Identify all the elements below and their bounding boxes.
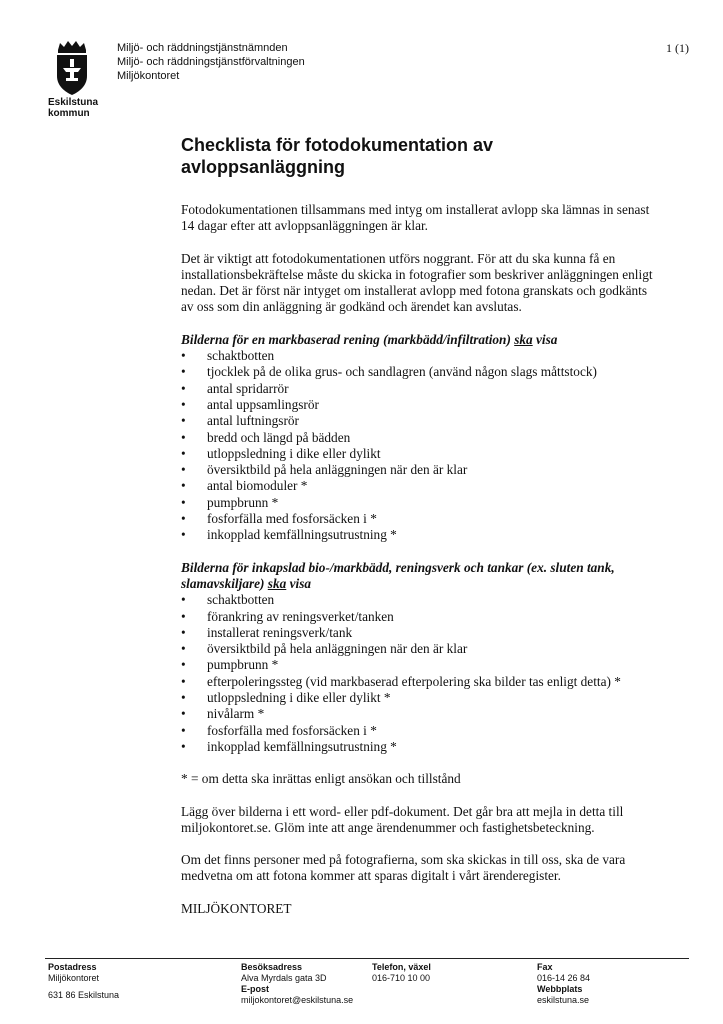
- heading-text: visa: [532, 331, 558, 347]
- list-item-text: antal spridarrör: [207, 380, 289, 396]
- list-item: [181, 739, 661, 755]
- footer-visiting-address: [241, 962, 353, 1006]
- list-item-text: fosforfälla med fosforsäcken i *: [207, 722, 377, 738]
- privacy-notice: Om det finns personer med på fotografierna, som ska skickas in till oss, ska de vara medvetna om att fotona kommer att sparas digitalt i vårt ärenderegister.: [181, 852, 626, 884]
- bullet-icon: •: [181, 527, 186, 543]
- footer-website: eskilstuna.se: [537, 995, 590, 1005]
- list-item-text: antal luftningsrör: [207, 413, 299, 429]
- document-title: Checklista för fotodokumentation av avloppsanläggning: [181, 135, 494, 177]
- footer-phone: [372, 962, 431, 984]
- footer-label: Telefon, växel: [372, 962, 431, 972]
- list-item: [181, 657, 661, 673]
- list-item-text: tjocklek på de olika grus- och sandlagren (använd någon slags måttstock): [207, 364, 597, 380]
- footer-email: miljokontoret@eskilstuna.se: [241, 995, 354, 1005]
- footer-value: 016-710 10 00: [372, 973, 431, 983]
- bullet-icon: •: [181, 608, 186, 624]
- bullet-icon: •: [181, 592, 186, 608]
- coat-of-arms-icon: [54, 40, 90, 96]
- list-item-text: översiktbild på hela anläggningen när den är klar: [207, 462, 468, 478]
- document-body: [181, 134, 661, 933]
- list-item: [181, 706, 661, 722]
- list-item-text: utloppsledning i dike eller dylikt *: [207, 690, 391, 706]
- bullet-icon: •: [181, 380, 186, 396]
- list-item-text: förankring av reningsverket/tanken: [207, 608, 394, 624]
- footer-label: Postadress: [48, 962, 97, 972]
- list-item: [181, 511, 661, 527]
- checklist-enclosed-treatment: [181, 592, 661, 755]
- footer-label: Fax: [537, 962, 553, 972]
- list-item: [181, 495, 661, 511]
- list-item-text: inkopplad kemfällningsutrustning *: [207, 527, 397, 543]
- section-heading-soil-treatment: [181, 332, 661, 348]
- list-item-text: bredd och längd på bädden: [207, 429, 351, 445]
- footnote: * = om detta ska inrättas enligt ansökan och tillstånd: [181, 771, 461, 787]
- list-item: [181, 592, 661, 608]
- list-item: [181, 690, 661, 706]
- footer-value: Miljökontoret: [48, 973, 100, 983]
- list-item: [181, 641, 661, 657]
- heading-emphasis: ska: [514, 331, 533, 347]
- bullet-icon: •: [181, 364, 186, 380]
- list-item-text: pumpbrunn *: [207, 494, 279, 510]
- list-item: [181, 413, 661, 429]
- list-item: [181, 348, 661, 364]
- list-item-text: översiktbild på hela anläggningen när den är klar: [207, 641, 468, 657]
- list-item: [181, 462, 661, 478]
- list-item: [181, 674, 661, 690]
- submission-instructions: Lägg över bilderna i ett word- eller pdf-dokument. Det går bra att mejla in detta till miljokontoret.se. Glöm inte att ange ärendenummer och fastighetsbeteckning.: [181, 803, 624, 835]
- bullet-icon: •: [181, 429, 186, 445]
- intro-paragraph-deadline: Fotodokumentationen tillsammans med intyg om installerat avlopp ska lämnas in senast 14 dagar efter att avloppsanläggningen är klar.: [181, 202, 650, 234]
- heading-emphasis: ska: [267, 575, 287, 591]
- org-line-board: Miljö- och räddningstjänstnämnden: [117, 42, 288, 54]
- bullet-icon: •: [181, 445, 186, 461]
- bullet-icon: •: [181, 673, 186, 689]
- footer-label: Besöksadress: [241, 962, 303, 972]
- bullet-icon: •: [181, 462, 186, 478]
- list-item-text: antal biomoduler *: [207, 478, 308, 494]
- list-item-text: antal uppsamlingsrör: [207, 396, 319, 412]
- list-item: [181, 478, 661, 494]
- list-item-text: schaktbotten: [207, 348, 275, 364]
- bullet-icon: •: [181, 396, 186, 412]
- intro-paragraph-importance: Det är viktigt att fotodokumentationen utförs noggrant. För att du ska kunna få en installationsbekräftelse måste du skicka in fotografier som beskriver anläggningen enligt nedan. Det är först när intyget om installerat avlopp med fotona granskats och godkänts av oss som din anläggning är godkänd och ärendet kan avslutas.: [181, 250, 653, 315]
- list-item: [181, 397, 661, 413]
- list-item: [181, 723, 661, 739]
- list-item: [181, 430, 661, 446]
- heading-text: Bilderna för en markbaserad rening (markbädd/infiltration): [181, 331, 515, 347]
- bullet-icon: •: [181, 706, 186, 722]
- list-item-text: pumpbrunn *: [207, 657, 279, 673]
- bullet-icon: •: [181, 657, 186, 673]
- list-item-text: utloppsledning i dike eller dylikt: [207, 445, 381, 461]
- bullet-icon: •: [181, 624, 186, 640]
- logo-text-line: Eskilstuna: [48, 97, 99, 108]
- bullet-icon: •: [181, 478, 186, 494]
- list-item-text: installerat reningsverk/tank: [207, 624, 353, 640]
- footer-label: E-post: [241, 984, 269, 994]
- bullet-icon: •: [181, 494, 186, 510]
- list-item-text: efterpoleringssteg (vid markbaserad efterpolering ska bilder tas enligt detta) *: [207, 673, 621, 689]
- footer-label: Webbplats: [537, 984, 583, 994]
- org-line-office: Miljökontoret: [117, 70, 180, 82]
- section-heading-enclosed-treatment: [181, 560, 661, 593]
- heading-text: visa: [286, 575, 312, 591]
- logo-text-line: kommun: [48, 108, 90, 119]
- bullet-icon: •: [181, 641, 186, 657]
- footer-value: 016-14 26 84: [537, 973, 591, 983]
- list-item: [181, 446, 661, 462]
- footer-value: 631 86 Eskilstuna: [48, 990, 120, 1000]
- bullet-icon: •: [181, 348, 186, 364]
- list-item: [181, 364, 661, 380]
- footer-fax-web: [537, 962, 590, 1006]
- list-item: [181, 625, 661, 641]
- footer-value: Alva Myrdals gata 3D: [241, 973, 327, 983]
- list-item: [181, 609, 661, 625]
- logo-wordmark: [48, 97, 98, 119]
- checklist-soil-treatment: [181, 348, 661, 544]
- list-item-text: schaktbotten: [207, 592, 275, 608]
- bullet-icon: •: [181, 511, 186, 527]
- org-line-administration: Miljö- och räddningstjänstförvaltningen: [117, 56, 305, 68]
- footer-divider: [45, 958, 689, 959]
- bullet-icon: •: [181, 413, 186, 429]
- bullet-icon: •: [181, 722, 186, 738]
- footer-postal-address: [48, 962, 119, 1001]
- bullet-icon: •: [181, 738, 186, 754]
- list-item-text: inkopplad kemfällningsutrustning *: [207, 738, 397, 754]
- page-number: 1 (1): [666, 41, 689, 55]
- list-item-text: nivålarm *: [207, 706, 265, 722]
- list-item: [181, 527, 661, 543]
- list-item-text: fosforfälla med fosforsäcken i *: [207, 511, 377, 527]
- heading-text: Bilderna för inkapslad bio-/markbädd, reningsverk och tankar (ex. sluten tank, slamavskiljare): [181, 559, 615, 591]
- signature: MILJÖKONTORET: [181, 900, 292, 916]
- organization-block: [117, 41, 305, 83]
- bullet-icon: •: [181, 690, 186, 706]
- list-item: [181, 381, 661, 397]
